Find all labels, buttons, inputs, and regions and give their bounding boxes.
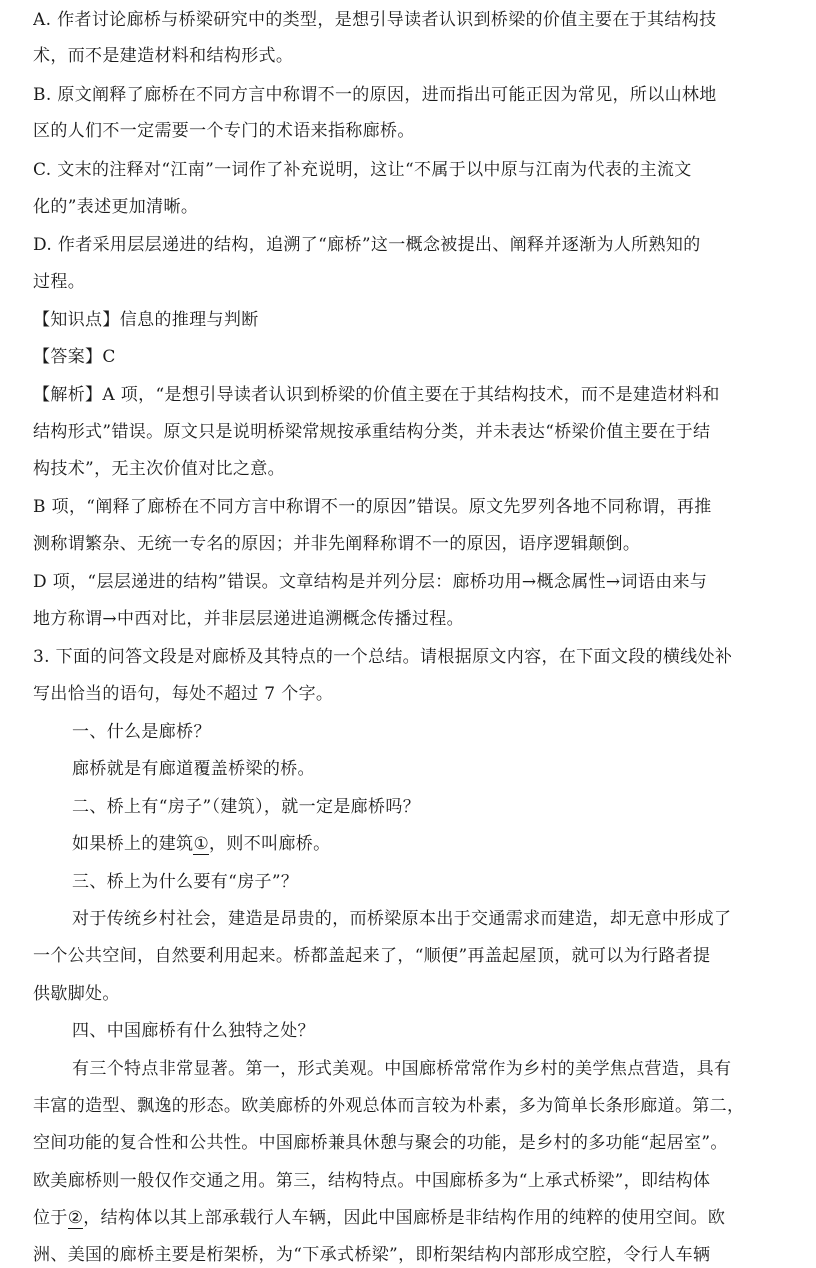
option-d-line-1: D. 作者采用层层递进的结构，追溯了“廊桥”这一概念被提出、阐释并逐渐为人所熟知的 (33, 235, 701, 255)
passage-heading-2: 二、桥上有“房子”（建筑），就一定是廊桥吗？ (72, 797, 421, 817)
passage-heading-4: 四、中国廊桥有什么独特之处？ (72, 1021, 315, 1041)
analysis-d-line-1: D 项，“层层递进的结构”错误。文章结构是并列分层：廊桥功用→概念属性→词语由来与 (33, 572, 708, 592)
knowledge-point: 【知识点】信息的推理与判断 (33, 310, 259, 330)
passage-paragraph-4-line-5-end: ，结构体以其上部承载行人车辆，因此中国廊桥是非结构作用的纯粹的使用空间。欧 (83, 1208, 726, 1228)
passage-paragraph-2 (72, 832, 794, 856)
question-3-line-2: 写出恰当的语句，每处不超过 7 个字。 (33, 684, 334, 704)
passage-paragraph-4-line-6: 洲、美国的廊桥主要是桁架桥，为“下承式桥梁”，即桁架结构内部形成空腔，令行人车辆 (33, 1245, 711, 1265)
analysis-b-line-1: B 项，“阐释了廊桥在不同方言中称谓不一的原因”错误。原文先罗列各地不同称谓，再推 (33, 497, 712, 517)
passage-paragraph-2-start: 如果桥上的建筑 (72, 834, 194, 854)
passage-paragraph-4-line-3: 空间功能的复合性和公共性。中国廊桥兼具休憩与聚会的功能，是乡村的多功能“起居室”。 (33, 1133, 728, 1153)
passage-paragraph-1: 廊桥就是有廊道覆盖桥梁的桥。 (72, 759, 315, 779)
passage-heading-3: 三、桥上为什么要有“房子”？ (72, 872, 299, 892)
passage-paragraph-3-line-1: 对于传统乡村社会，建造是昂贵的，而桥梁原本出于交通需求而建造，却无意中形成了 (72, 909, 732, 929)
question-3-line-1: 3. 下面的问答文段是对廊桥及其特点的一个总结。请根据原文内容，在下面文段的横线处补 (33, 647, 733, 667)
passage-paragraph-4-line-5 (33, 1206, 793, 1230)
option-c-line-1: C. 文末的注释对“江南”一词作了补充说明，这让“不属于以中原与江南为代表的主流文 (33, 160, 692, 180)
passage-heading-1: 一、什么是廊桥？ (72, 722, 211, 742)
option-a-line-1: A. 作者讨论廊桥与桥梁研究中的类型，是想引导读者认识到桥梁的价值主要在于其结构技 (33, 10, 717, 30)
blank-2: ② (67, 1208, 84, 1228)
option-b-line-1: B. 原文阐释了廊桥在不同方言中称谓不一的原因，进而指出可能正因为常见，所以山林地 (33, 85, 717, 105)
passage-paragraph-4-line-4: 欧美廊桥则一般仅作交通之用。第三，结构特点。中国廊桥多为“上承式桥梁”，即结构体 (33, 1171, 711, 1191)
analysis-a-line-1: 【解析】A 项，“是想引导读者认识到桥梁的价值主要在于其结构技术，而不是建造材料和 (33, 385, 720, 405)
passage-paragraph-3-line-3: 供歇脚处。 (33, 984, 120, 1004)
option-a-line-2: 术，而不是建造材料和结构形式。 (33, 46, 294, 66)
analysis-b-line-2: 测称谓繁杂、无统一专名的原因；并非先阐释称谓不一的原因，语序逻辑颠倒。 (33, 534, 641, 554)
option-c-line-2: 化的”表述更加清晰。 (33, 197, 199, 217)
blank-1: ① (193, 834, 210, 854)
analysis-a-line-2: 结构形式”错误。原文只是说明桥梁常规按承重结构分类，并未表达“桥梁价值主要在于结 (33, 422, 711, 442)
answer: 【答案】C (33, 347, 116, 367)
analysis-a-line-3: 构技术”，无主次价值对比之意。 (33, 459, 285, 479)
passage-paragraph-3-line-2: 一个公共空间，自然要利用起来。桥都盖起来了，“顺便”再盖起屋顶，就可以为行路者提 (33, 946, 711, 966)
passage-paragraph-4-line-5-start: 位于 (33, 1208, 68, 1228)
option-d-line-2: 过程。 (33, 272, 86, 292)
analysis-d-line-2: 地方称谓→中西对比，并非层层递进追溯概念传播过程。 (33, 609, 464, 629)
passage-paragraph-4-line-2: 丰富的造型、飘逸的形态。欧美廊桥的外观总体而言较为朴素，多为简单长条形廊道。第二， (33, 1096, 745, 1116)
passage-paragraph-2-end: ，则不叫廊桥。 (209, 834, 331, 854)
option-b-line-2: 区的人们不一定需要一个专门的术语来指称廊桥。 (33, 121, 415, 141)
passage-paragraph-4-line-1: 有三个特点非常显著。第一，形式美观。中国廊桥常常作为乡村的美学焦点营造，具有 (72, 1059, 732, 1079)
